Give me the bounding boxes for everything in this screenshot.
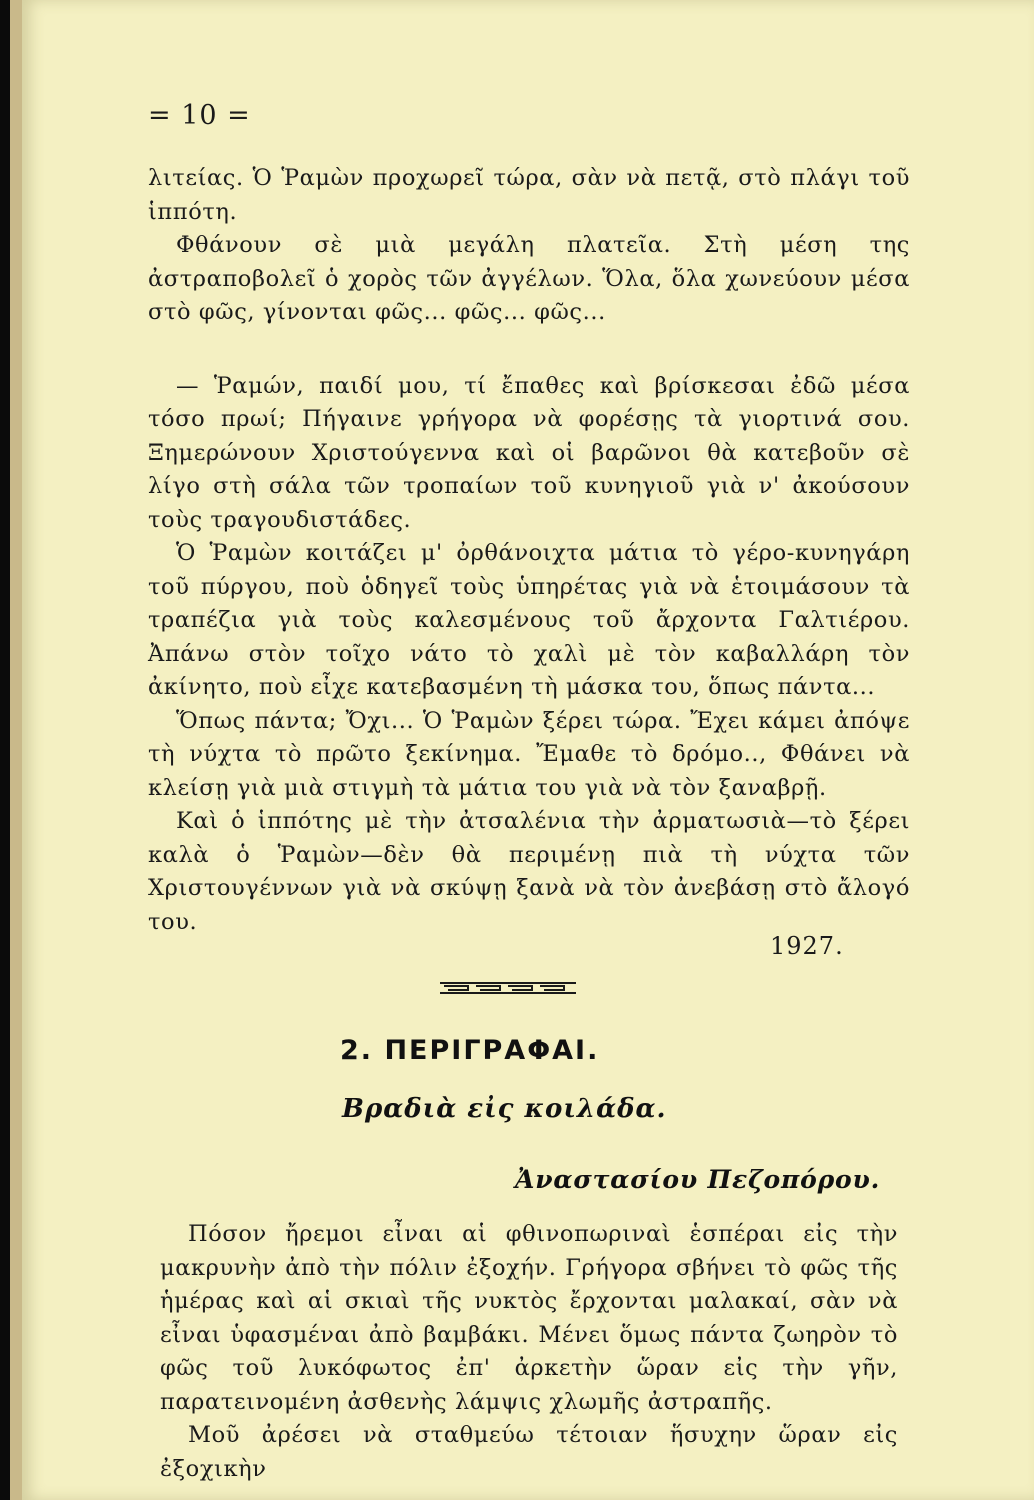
paragraph: Ὅπως πάντα; Ὄχι... Ὁ Ῥαμὼν ξέρει τώρα. Ἔχει κάμει ἀπόψε τὴ νύχτα τὸ πρῶτο ξεκίνημα. Ἔμαθε τὸ δρόμο.., Φθάνει νὰ κλείσῃ γιὰ μιὰ στιγμὴ τὰ μάτια του γιὰ νὰ τὸν ξαναβρῇ. — [148, 707, 910, 801]
top-text-block — [148, 162, 910, 939]
paragraph: Φθάνουν σὲ μιὰ μεγάλη πλατεῖα. Στὴ μέση της ἀστραποβολεῖ ὁ χορὸς τῶν ἀγγέλων. Ὅλα, ὅλα χωνεύουν μέσα στὸ φῶς, γίνονται φῶς... φῶς... φῶς... — [148, 232, 910, 325]
section-title: 2. ΠΕΡΙΓΡΑΦΑΙ. — [340, 1035, 600, 1066]
subtitle: Βραδιὰ εἰς κοιλάδα. — [342, 1094, 667, 1124]
page-edge-strip — [10, 0, 22, 1500]
paragraph: Μοῦ ἀρέσει νὰ σταθμεύω τέτοιαν ἥσυχην ὥραν εἰς ἐξοχικὴν — [160, 1422, 898, 1482]
page-number: = 10 = — [148, 100, 251, 131]
ornament-divider — [438, 980, 580, 996]
ornament-pattern — [440, 983, 576, 993]
paragraph: Ὁ Ῥαμὼν κοιτάζει μ' ὀρθάνοιχτα μάτια τὸ γέρο-κυνηγάρη τοῦ πύργου, ποὺ ὁδηγεῖ τοὺς ὑπηρέτας γιὰ νὰ ἑτοιμάσουν τὰ τραπέζια γιὰ τοὺς καλεσμένους τοῦ ἄρχοντα Γαλτιέρου. Ἀπάνω στὸν τοῖχο νάτο τὸ χαλὶ μὲ τὸν καβαλλάρη τὸν ἀκίνητο, ποὺ εἶχε κατεβασμένη τὴ μάσκα του, ὅπως πάντα... — [148, 540, 910, 700]
paragraph: Πόσον ἤρεμοι εἶναι αἱ φθινοπωριναὶ ἑσπέραι εἰς τὴν μακρυνὴν ἀπὸ τὴν πόλιν ἐξοχήν. Γρήγορα σβήνει τὸ φῶς τῆς ἡμέρας καὶ αἱ σκιαὶ τῆς νυκτὸς ἔρχονται μαλακαί, σὰν νὰ εἶναι ὑφασμέναι ἀπὸ βαμβάκι. Μένει ὅμως πάντα ζωηρὸν τὸ φῶς τοῦ λυκόφωτος ἐπ' ἀρκετὴν ὥραν εἰς τὴν γῆν, παρατεινομένη ἀσθενὴς λάμψις χλωμῆς ἀστραπῆς. — [160, 1221, 898, 1415]
year-signature: 1927. — [770, 932, 844, 960]
bottom-text-block — [160, 1218, 898, 1486]
paragraph: λιτείας. Ὁ Ῥαμὼν προχωρεῖ τώρα, σὰν νὰ πετᾷ, στὸ πλάγι τοῦ ἱππότη. — [148, 165, 910, 225]
paragraph: Καὶ ὁ ἱππότης μὲ τὴν ἀτσαλένια τὴν ἀρματωσιὰ—τὸ ξέρει καλὰ ὁ Ῥαμὼν—δὲν θὰ περιμένῃ πιὰ τὴ νύχτα τῶν Χριστουγέννων γιὰ νὰ σκύψῃ ξανὰ νὰ τὸν ἀνεβάσῃ στὸ ἄλογό του. — [148, 808, 910, 935]
author-name: Ἀναστασίου Πεζοπόρου. — [515, 1165, 881, 1194]
paragraph: — Ῥαμών, παιδί μου, τί ἔπαθες καὶ βρίσκεσαι ἐδῶ μέσα τόσο πρωί; Πήγαινε γρήγορα νὰ φορέσῃς τὰ γιορτινά σου. Ξημερώνουν Χριστούγεννα καὶ οἱ βαρῶνοι θὰ κατεβοῦν σὲ λίγο στὴ σάλα τῶν τροπαίων τοῦ κυνηγιοῦ γιὰ ν' ἀκούσουν τοὺς τραγουδιστάδες. — [148, 372, 910, 533]
